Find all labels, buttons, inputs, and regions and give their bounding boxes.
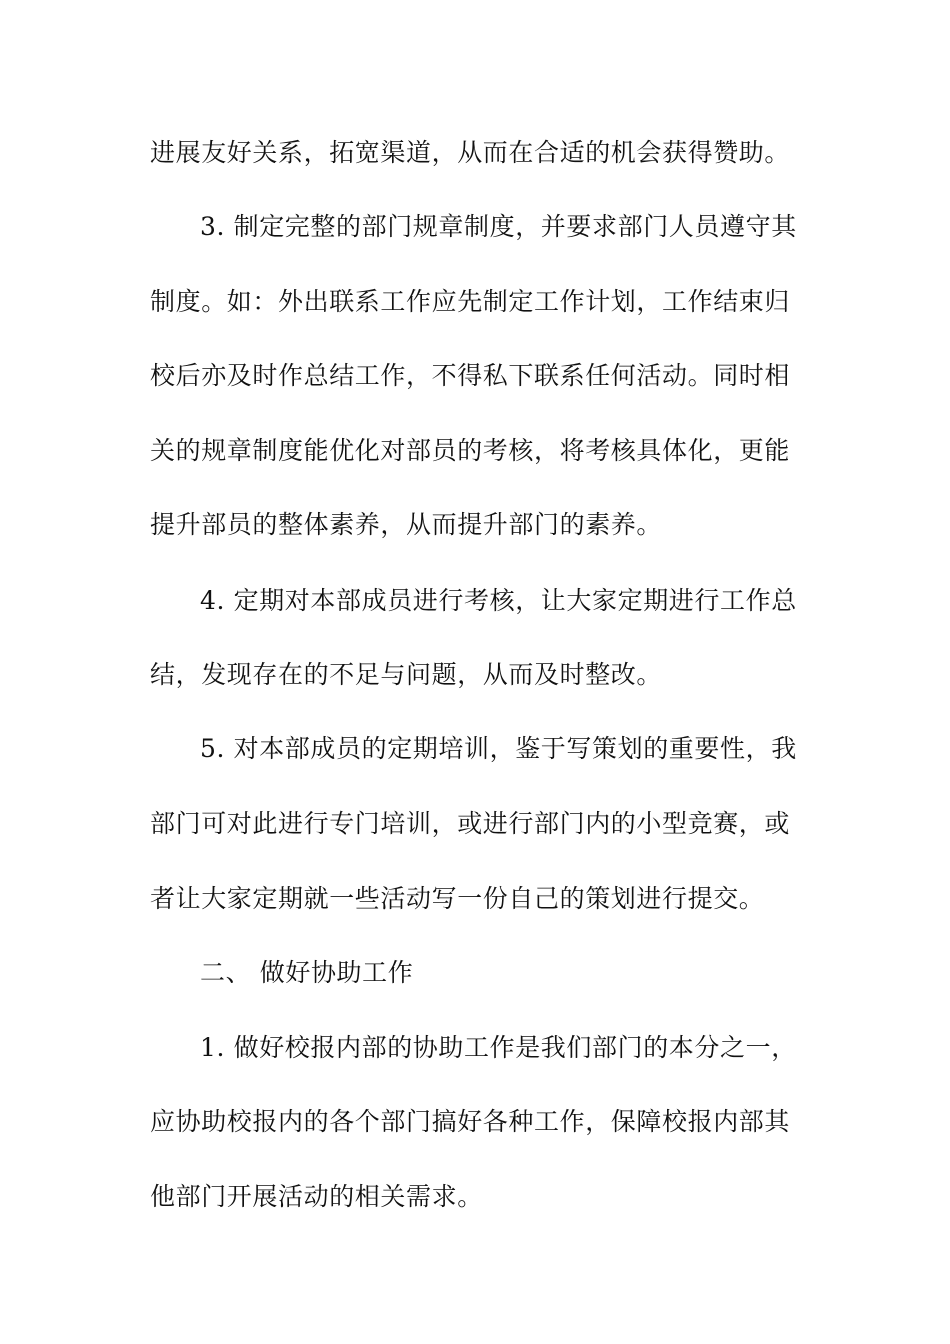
paragraph-line: 应协助校报内的各个部门搞好各种工作，保障校报内部其	[150, 1107, 791, 1136]
paragraph-line: 校后亦及时作总结工作，不得私下联系任何活动。同时相	[150, 361, 791, 390]
paragraph-line: 进展友好关系，拓宽渠道，从而在合适的机会获得赞助。	[150, 138, 791, 167]
list-item-5-line: 5. 对本部成员的定期培训，鉴于写策划的重要性，我	[200, 734, 797, 763]
paragraph-line: 结，发现存在的不足与问题，从而及时整改。	[150, 660, 663, 689]
paragraph-line: 部门可对此进行专门培训，或进行部门内的小型竞赛，或	[150, 809, 791, 838]
list-item-4-line: 4. 定期对本部成员进行考核，让大家定期进行工作总	[200, 586, 797, 615]
paragraph-line: 制度。如：外出联系工作应先制定工作计划，工作结束归	[150, 287, 791, 316]
paragraph-line: 他部门开展活动的相关需求。	[150, 1182, 483, 1211]
list-item-3-line: 3. 制定完整的部门规章制度，并要求部门人员遵守其	[200, 212, 797, 241]
section-heading: 二、 做好协助工作	[200, 958, 414, 987]
paragraph-line: 者让大家定期就一些活动写一份自己的策划进行提交。	[150, 884, 765, 913]
list-item-1-line: 1. 做好校报内部的协助工作是我们部门的本分之一，	[200, 1033, 797, 1062]
paragraph-line: 提升部员的整体素养，从而提升部门的素养。	[150, 510, 663, 539]
paragraph-line: 关的规章制度能优化对部员的考核，将考核具体化，更能	[150, 436, 791, 465]
